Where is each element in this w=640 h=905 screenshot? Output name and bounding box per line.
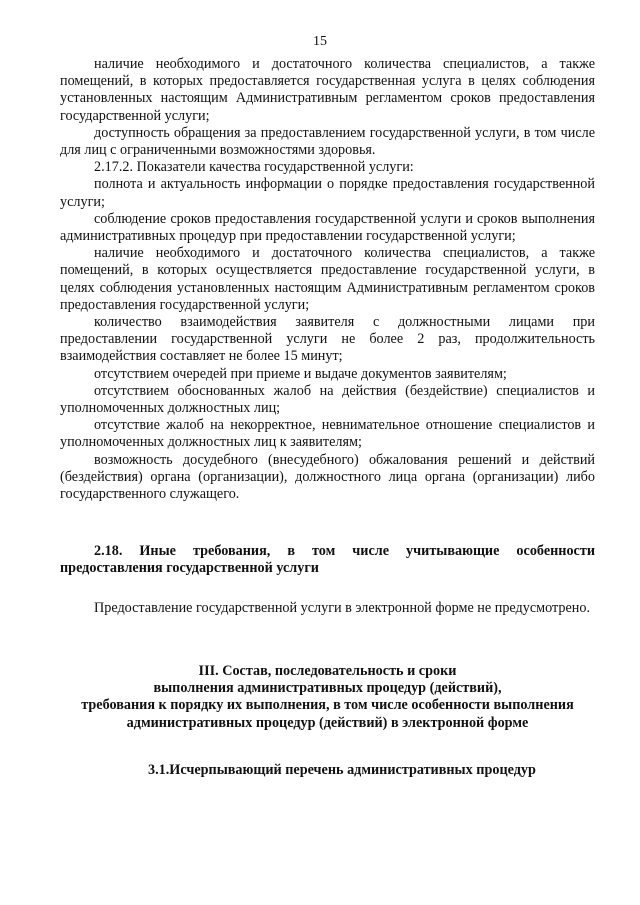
- spacer: [60, 732, 595, 762]
- section-3-heading-line-1: III. Состав, последовательность и сроки: [198, 662, 457, 679]
- paragraph-specialists-premises-2: наличие необходимого и достаточного количества специалистов, а также помещений, в которых осуществляется предоставление государственной услуги, в целях соблюдения установленных настоящим Административным регламентом сроков предоставления государственной услуги;: [60, 245, 595, 313]
- paragraph-no-complaints: отсутствием обоснованных жалоб на действия (бездействие) специалистов и уполномоченных должностных лиц;: [60, 382, 595, 417]
- spacer: [60, 617, 595, 663]
- section-3-1-subheading: 3.1.Исчерпывающий перечень административных процедур: [148, 761, 536, 778]
- paragraph-deadlines-compliance: соблюдение сроков предоставления государственной услуги и сроков выполнения административных процедур при предоставлении государственной услуги;: [60, 210, 595, 245]
- section-3-heading-line-4: административных процедур (действий) в электронной форме: [126, 714, 529, 731]
- page-number: 15: [313, 34, 327, 49]
- spacer: [60, 578, 595, 600]
- section-3-heading-line-2: выполнения административных процедур (действий),: [153, 680, 502, 697]
- paragraph-accessibility: доступность обращения за предоставлением государственной услуги, в том числе для лиц с ограниченными возможностями здоровья.: [60, 124, 595, 159]
- section-2-18-text: Предоставление государственной услуги в электронной форме не предусмотрено.: [94, 599, 591, 616]
- paragraph-specialists-premises: наличие необходимого и достаточного количества специалистов, а также помещений, в которых предоставляется государственная услуга в целях соблюдения установленных настоящим Административным регламентом сроков предоставления государственной услуги;: [60, 56, 595, 124]
- paragraph-appeal-possibility: возможность досудебного (внесудебного) обжалования решений и действий (бездействия) органа (организации), должностного лица органа (организации) либо государственного служащего.: [60, 451, 595, 503]
- paragraph-quality-indicators-title: 2.17.2. Показатели качества государственной услуги:: [94, 159, 414, 176]
- document-body: [60, 56, 595, 779]
- spacer: [60, 503, 595, 543]
- section-3-heading-line-3: требования к порядку их выполнения, в том числе особенности выполнения: [81, 697, 574, 714]
- paragraph-completeness-info: полнота и актуальность информации о порядке предоставления государственной услуги;: [60, 176, 595, 210]
- paragraph-no-incorrect-attitude: отсутствие жалоб на некорректное, невнимательное отношение специалистов и уполномоченных должностных лиц к заявителям;: [60, 417, 595, 451]
- section-2-18-heading: 2.18. Иные требования, в том числе учитывающие особенности предоставления государственной услуги: [60, 543, 595, 577]
- paragraph-no-queues: отсутствием очередей при приеме и выдаче документов заявителям;: [94, 365, 507, 382]
- paragraph-interaction-count: количество взаимодействия заявителя с должностными лицами при предоставлении государственной услуги не более 2 раз, продолжительность взаимодействия составляет не более 15 минут;: [60, 314, 595, 365]
